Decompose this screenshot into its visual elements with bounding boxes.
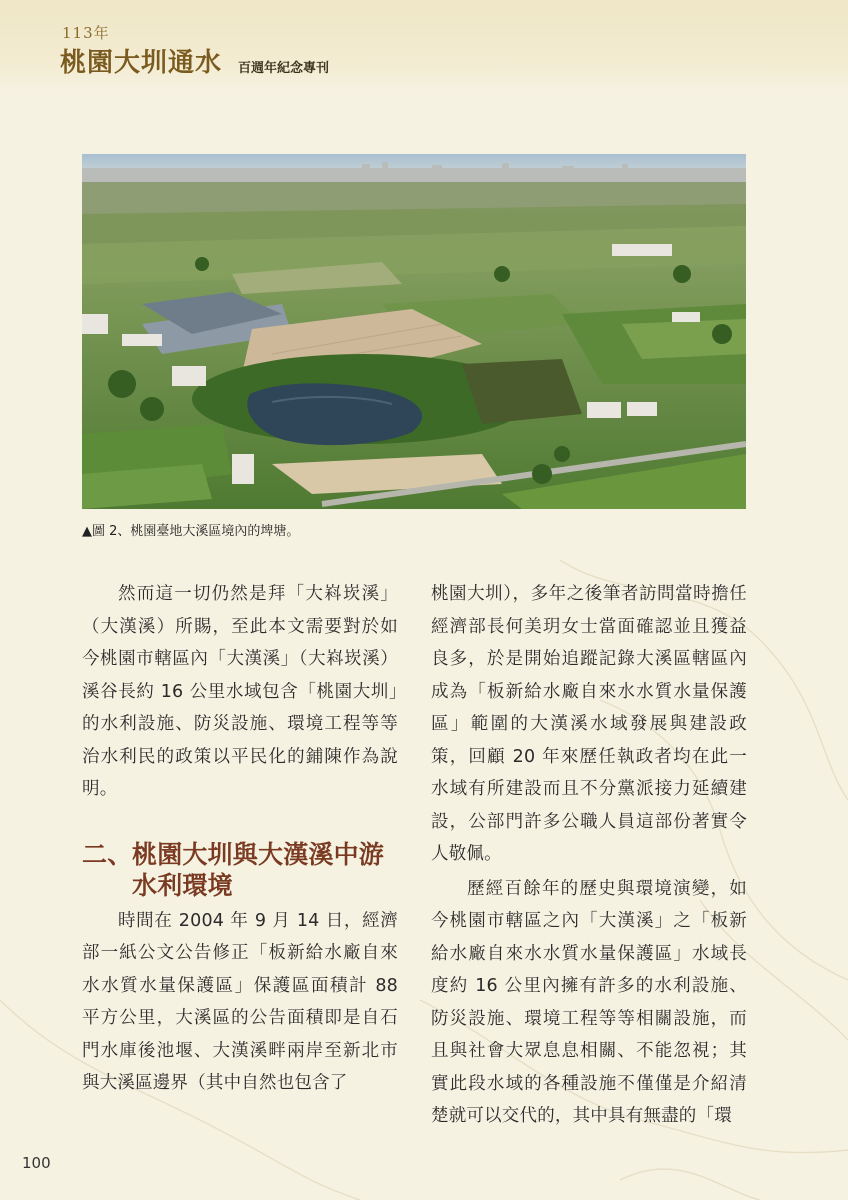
- section-heading: [82, 839, 398, 901]
- left-paragraph-2: 時間在 2004 年 9 月 14 日，經濟部一紙公文公告修正「板新給水廠自來水水質水量保護區」保護區面積計 88 平方公里，大溪區的公告面積即是自石門水庫後池堰、大漢溪畔兩岸至新北市與大溪區邊界（其中自然也包含了: [82, 910, 398, 1093]
- section-heading-line2: 水利環境: [132, 870, 233, 900]
- right-paragraph-2: 歷經百餘年的歷史與環境演變，如今桃園市轄區之內「大漢溪」之「板新給水廠自來水水質水量保護區」水域長度約 16 公里內擁有許多的水利設施、防災設施、環境工程等等相關設施，而且與社會大眾息息相關、不能忽視；其實此段水域的各種設施不僅僅是介紹清楚就可以交代的，其中具有無盡的「環: [431, 878, 747, 1126]
- right-column: [431, 578, 747, 1133]
- page-number: 100: [22, 1154, 51, 1172]
- header-year: 113年: [62, 24, 110, 42]
- section-heading-line1: 桃園大圳與大漢溪中游: [132, 839, 385, 869]
- header-title: 桃園大圳通水: [60, 48, 223, 78]
- page-header: [0, 0, 848, 92]
- left-column: [82, 578, 398, 1100]
- left-paragraph-1: 然而這一切仍然是拜「大嵙崁溪」（大漢溪）所賜，至此本文需要對於如今桃園市轄區內「大漢溪」（大嵙崁溪）溪谷長約 16 公里水域包含「桃園大圳」的水利設施、防災設施、環境工程等等治水利民的政策以平民化的鋪陳作為說明。: [82, 584, 398, 799]
- right-paragraph-1: 桃園大圳），多年之後筆者訪問當時擔任經濟部長何美玥女士當面確認並且獲益良多，於是開始追蹤記錄大溪區轄區內成為「板新給水廠自來水水質水量保護區」範圍的大漢溪水域發展與建設政策，回顧 20 年來歷任執政者均在此一水域有所建設而且不分黨派接力延續建設，公部門許多公職人員這部份著實令人敬佩。: [431, 584, 747, 864]
- section-heading-number: 二、: [82, 839, 133, 869]
- header-subtitle: 百週年紀念專刊: [238, 61, 330, 76]
- aerial-photo-ponds: [82, 154, 746, 509]
- figure-caption: ▲圖 2、桃園臺地大溪區境內的埤塘。: [82, 524, 300, 539]
